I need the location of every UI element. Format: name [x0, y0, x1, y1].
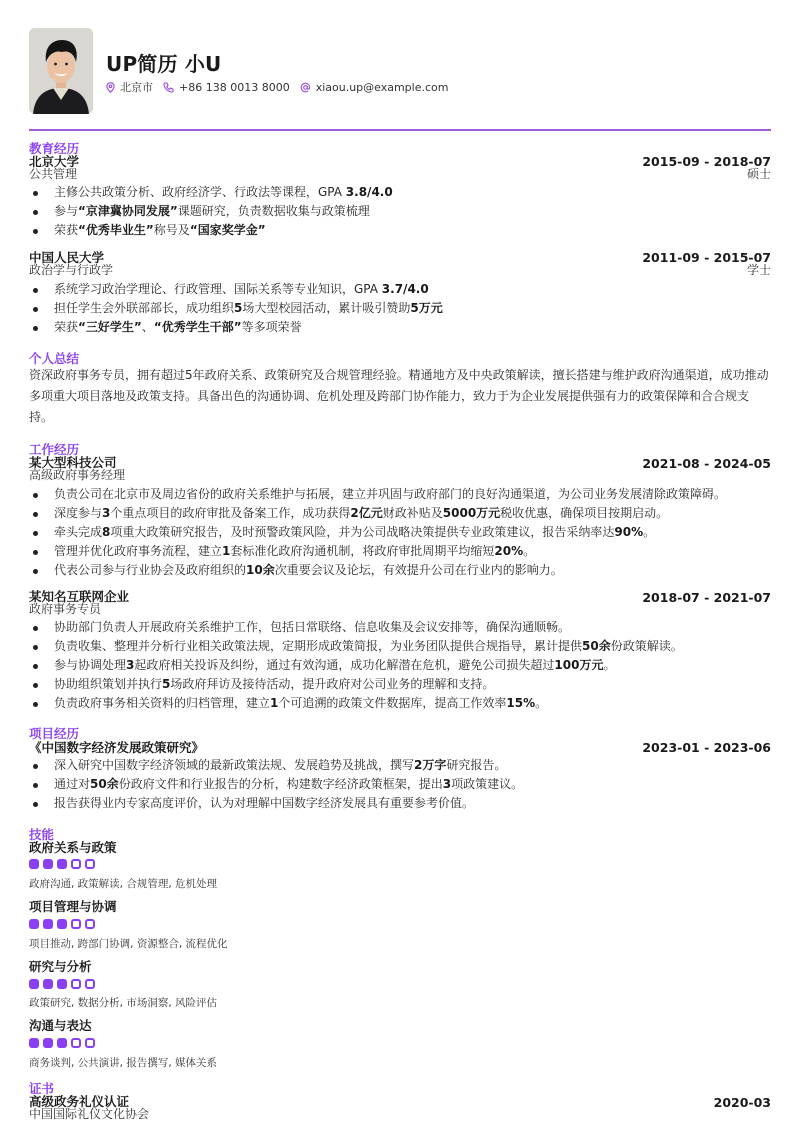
bullet-item: 担任学生会外联部部长，成功组织5场大型校园活动，累计吸引赞助5万元: [29, 299, 771, 318]
work-date: 2018-07 - 2021-07: [642, 590, 771, 605]
filled-dot-icon: [43, 919, 53, 929]
section-title-education: 教育经历: [29, 141, 80, 156]
filled-dot-icon: [43, 1038, 53, 1048]
empty-dot-icon: [71, 919, 81, 929]
bullet-item: 主修公共政策分析、政府经济学、行政法等课程，GPA 3.8/4.0: [29, 183, 771, 202]
work-bullets: [29, 618, 771, 713]
bullet-item: 牵头完成8项重大政策研究报告，及时预警政策风险，并为公司战略决策提供专业政策建议，报告采纳率达90%。: [29, 523, 771, 542]
certificate-name: 高级政务礼仪认证: [29, 1094, 130, 1109]
resume-header: [29, 28, 771, 114]
contact-email[interactable]: [300, 81, 449, 94]
filled-dot-icon: [57, 979, 67, 989]
filled-dot-icon: [29, 859, 39, 869]
education-bullets: [29, 183, 771, 240]
section-title-projects: 项目经历: [29, 726, 80, 741]
filled-dot-icon: [29, 1038, 39, 1048]
project-bullets: [29, 756, 771, 813]
bullet-item: 系统学习政治学理论、行政管理、国际关系等专业知识，GPA 3.7/4.0: [29, 280, 771, 299]
bullet-item: 管理并优化政府事务流程，建立1套标准化政府沟通机制，将政府审批周期平均缩短20%。: [29, 542, 771, 561]
bullet-item: 代表公司参与行业协会及政府组织的10余次重要会议及论坛，有效提升公司在行业内的影响力。: [29, 561, 771, 580]
bullet-item: 负责公司在北京市及周边省份的政府关系维护与拓展，建立并巩固与政府部门的良好沟通渠道，为公司业务发展清除政策障碍。: [29, 485, 771, 504]
bullet-item: 荣获“三好学生”、“优秀学生干部”等多项荣誉: [29, 318, 771, 337]
filled-dot-icon: [57, 1038, 67, 1048]
certificate-date: 2020-03: [713, 1095, 771, 1110]
bullet-item: 深度参与3个重点项目的政府审批及备案工作，成功获得2亿元财政补贴及5000万元税收优惠，确保项目按期启动。: [29, 504, 771, 523]
skill-name: 项目管理与协调: [29, 899, 117, 914]
skill-level-dots: [29, 979, 99, 989]
work-date: 2021-08 - 2024-05: [642, 456, 771, 471]
skill-level-dots: [29, 859, 99, 869]
education-school: 中国人民大学: [29, 250, 105, 265]
empty-dot-icon: [71, 979, 81, 989]
section-title-summary: 个人总结: [29, 351, 80, 366]
skill-keywords: 项目推动, 跨部门协调, 资源整合, 流程优化: [29, 938, 228, 950]
skill-level-dots: [29, 919, 99, 929]
bullet-item: 协助部门负责人开展政府关系维护工作，包括日常联络、信息收集及会议安排等，确保沟通顺畅。: [29, 618, 771, 637]
at-sign-icon: [300, 82, 311, 93]
section-title-work: 工作经历: [29, 442, 80, 457]
bullet-item: 深入研究中国数字经济领域的最新政策法规、发展趋势及挑战，撰写2万字研究报告。: [29, 756, 771, 775]
filled-dot-icon: [43, 859, 53, 869]
skill-keywords: 政府沟通, 政策解读, 合规管理, 危机处理: [29, 878, 218, 890]
work-bullets: [29, 485, 771, 580]
skill-keywords: 商务谈判, 公共演讲, 报告撰写, 媒体关系: [29, 1057, 218, 1069]
empty-dot-icon: [85, 919, 95, 929]
profile-photo-icon: [29, 28, 93, 114]
location-text: 北京市: [120, 81, 153, 94]
education-degree: 学士: [746, 263, 771, 277]
bullet-item: 参与“京津冀协同发展”课题研究，负责数据收集与政策梳理: [29, 202, 771, 221]
empty-dot-icon: [71, 1038, 81, 1048]
location-pin-icon: [106, 82, 115, 93]
project-date: 2023-01 - 2023-06: [642, 740, 771, 755]
contact-info: [106, 79, 458, 95]
bullet-item: 负责政府事务相关资料的归档管理，建立1个可追溯的政策文件数据库，提高工作效率15%。: [29, 694, 771, 713]
phone-icon: [163, 82, 174, 93]
section-title-certificates: 证书: [29, 1081, 55, 1096]
project-name: 《中国数字经济发展政策研究》: [29, 740, 205, 755]
filled-dot-icon: [29, 919, 39, 929]
bullet-item: 荣获“优秀毕业生”称号及“国家奖学金”: [29, 221, 771, 240]
education-major: 政治学与行政学: [29, 263, 114, 277]
work-role: 高级政府事务经理: [29, 468, 126, 482]
header-divider: [29, 129, 771, 131]
filled-dot-icon: [57, 919, 67, 929]
filled-dot-icon: [29, 979, 39, 989]
email-text: xiaou.up@example.com: [315, 80, 449, 94]
work-company: 某知名互联网企业: [29, 589, 130, 604]
contact-phone[interactable]: [163, 81, 290, 94]
work-company: 某大型科技公司: [29, 455, 117, 470]
empty-dot-icon: [71, 859, 81, 869]
education-major: 公共管理: [29, 167, 78, 181]
work-role: 政府事务专员: [29, 602, 102, 616]
empty-dot-icon: [85, 1038, 95, 1048]
candidate-name: UP简历 小U: [106, 52, 222, 76]
bullet-item: 协助组织策划并执行5场政府拜访及接待活动，提升政府对公司业务的理解和支持。: [29, 675, 771, 694]
skill-name: 沟通与表达: [29, 1018, 92, 1033]
empty-dot-icon: [85, 859, 95, 869]
skill-name: 政府关系与政策: [29, 840, 117, 855]
education-bullets: [29, 280, 771, 337]
summary-text: 资深政府事务专员，拥有超过5年政府关系、政策研究及合规管理经验。精通地方及中央政策解读，擅长搭建与维护政府沟通渠道，成功推动多项重大项目落地及政策支持。具备出色的沟通协调、危机处理及跨部门协作能力，致力于为企业发展提供强有力的政策保障和合合规支持。: [29, 368, 769, 424]
education-date: 2011-09 - 2015-07: [642, 250, 771, 265]
education-school: 北京大学: [29, 154, 80, 169]
avatar: [29, 28, 93, 114]
skill-level-dots: [29, 1038, 99, 1048]
education-degree: 硕士: [746, 167, 771, 181]
section-title-skills: 技能: [29, 827, 55, 842]
bullet-item: 报告获得业内专家高度评价，认为对理解中国数字经济发展具有重要参考价值。: [29, 794, 771, 813]
bullet-item: 负责收集、整理并分析行业相关政策法规，定期形成政策简报，为业务团队提供合规指导，累计提供50余份政策解读。: [29, 637, 771, 656]
education-date: 2015-09 - 2018-07: [642, 154, 771, 169]
skill-keywords: 政策研究, 数据分析, 市场洞察, 风险评估: [29, 997, 218, 1009]
bullet-item: 通过对50余份政府文件和行业报告的分析，构建数字经济政策框架，提出3项政策建议。: [29, 775, 771, 794]
phone-text: +86 138 0013 8000: [179, 80, 290, 94]
filled-dot-icon: [57, 859, 67, 869]
skill-name: 研究与分析: [29, 959, 92, 974]
filled-dot-icon: [43, 979, 53, 989]
contact-location: [106, 79, 153, 95]
certificate-issuer: 中国国际礼仪文化协会: [29, 1107, 150, 1121]
bullet-item: 参与协调处理3起政府相关投诉及纠纷，通过有效沟通，成功化解潜在危机，避免公司损失超过100万元。: [29, 656, 771, 675]
empty-dot-icon: [85, 979, 95, 989]
